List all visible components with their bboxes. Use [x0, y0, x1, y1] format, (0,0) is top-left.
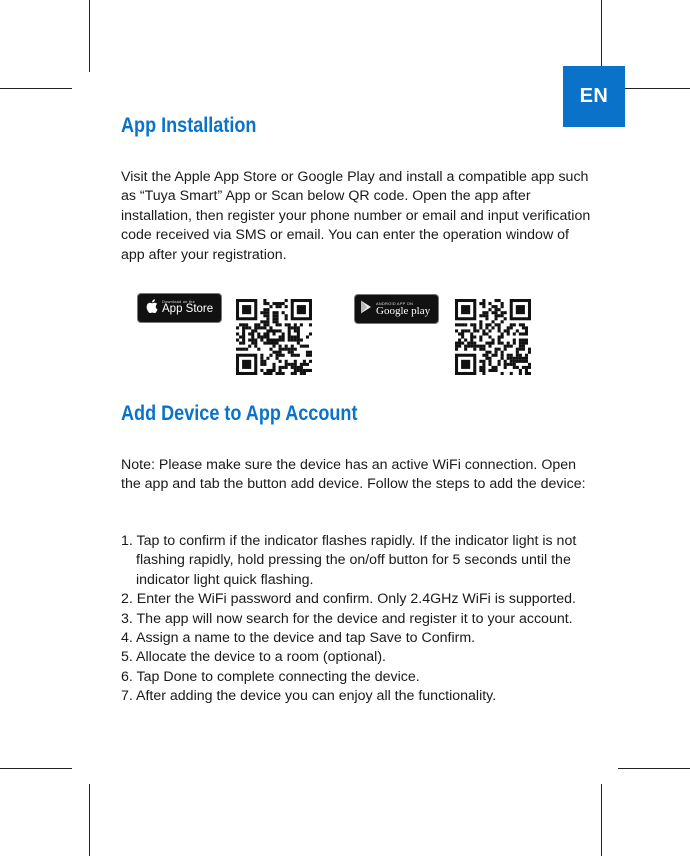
step-item: 4. Assign a name to the device and tap Save to Confirm. [121, 630, 476, 647]
crop-mark [89, 0, 90, 72]
language-tab: EN [563, 66, 625, 127]
add-device-heading: Add Device to App Account [121, 402, 358, 425]
add-device-note: Note: Please make sure the device has an active WiFi connection. Open the app and tab the button add device. Follow the steps to add the device: [121, 457, 586, 493]
step-item: 7. After adding the device you can enjoy all the functionality. [121, 688, 497, 705]
crop-mark [89, 784, 90, 856]
app-store-badge-label: App Store [162, 303, 214, 316]
crop-mark [618, 768, 690, 769]
step-item: 1. Tap to confirm if the indicator flashes rapidly. If the indicator light is not flashing rapidly, hold pressing the on/off button for 5 seconds until the indicator light quick flashing. [121, 533, 577, 588]
step-item: 5. Allocate the device to a room (optional). [121, 649, 386, 666]
step-item: 2. Enter the WiFi password and confirm. Only 2.4GHz WiFi is supported. [121, 591, 576, 608]
crop-mark [618, 88, 690, 89]
crop-mark [0, 88, 72, 89]
play-triangle-icon [360, 300, 372, 319]
google-play-badge[interactable] [354, 294, 439, 324]
google-play-badge-caption: ANDROID APP ON [376, 300, 414, 306]
step-item: 6. Tap Done to complete connecting the device. [121, 668, 420, 685]
qr-code-app-store[interactable] [236, 299, 312, 375]
crop-mark [601, 784, 602, 856]
crop-mark [601, 0, 602, 72]
apple-logo-icon [146, 299, 158, 318]
installation-instructions: Visit the Apple App Store or Google Play and install a compatible app such as “Tuya Smart” App or Scan below QR code. Open the app after installation, then register your phone number or email and input verification code received via SMS or email. You can enter the operation window of app after your registration. [121, 169, 591, 263]
app-store-badge[interactable] [137, 293, 222, 323]
crop-mark [0, 768, 72, 769]
add-device-steps [121, 532, 591, 707]
google-play-badge-label: Google play [376, 304, 431, 317]
app-installation-heading: App Installation [121, 114, 257, 137]
step-item: 3. The app will now search for the device and register it to your account. [121, 610, 573, 627]
app-store-badge-caption: Download on the [162, 299, 196, 305]
qr-code-google-play[interactable] [455, 299, 531, 375]
